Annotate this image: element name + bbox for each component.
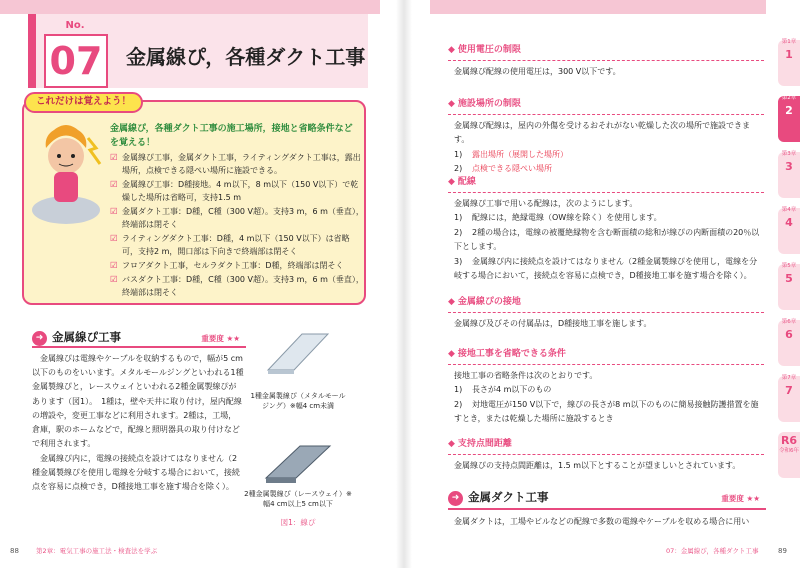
diamond-icon: ◆ <box>448 349 455 359</box>
type1-raceway-figure <box>262 330 334 376</box>
memo-list <box>110 152 364 300</box>
body-paragraph-highlight: 金属線ぴ内に，電線の接続点を設けてはなりません（2種金属製線ぴを使用し電線を分岐する場合において，接続点を容易に点検でき，D種接地工事を施す場合を除く）。 <box>32 453 240 492</box>
chapter-tab-2[interactable]: 第2章 2 <box>778 96 800 142</box>
subsection-heading: ◆ 金属線ぴの接地 <box>448 296 764 313</box>
diamond-icon: ◆ <box>448 177 455 187</box>
right-top-band <box>430 0 766 14</box>
importance: 重要度 ★★ <box>721 494 760 503</box>
page-title: 金属線ぴ，各種ダクト工事 <box>126 45 366 69</box>
left-running-footer: 第2章：電気工事の施工法・検査法を学ぶ <box>36 547 158 555</box>
list-item: 点検できる隠ぺい場所 <box>472 164 552 174</box>
memo-tag: これだけは覚えよう！ <box>24 92 143 113</box>
subsection-body: 金属線ぴ配線の使用電圧は，300 V以下です。 <box>454 66 621 76</box>
right-running-footer: 07：金属線ぴ，各種ダクト工事 <box>666 547 759 555</box>
section-body: 金属ダクトは，工場やビルなどの配線で多数の電線やケーブルを収める場合に用い <box>454 517 750 526</box>
figure-caption-2: 2種金属製線ぴ（レースウェイ）※幅4 cm以上5 cm以下 <box>244 490 352 508</box>
memo-item: ☑ 金属線ぴ工事：D種接地。4 m以下，8 m以下（150 V以下）で乾燥した場所は省略可，支持1.5 m <box>110 179 364 205</box>
subsection-body: 金属線ぴ工事で用いる配線は，次のようにします。 <box>454 198 638 208</box>
subsection-omission: ◆ 接地工事を省略できる条件 接地工事の省略条件は次のとおりです。 1) 長さが4 m以下のもの 2) 対地電圧が150 V以下で，線ぴの長さが8 m以下のものに簡易接触防護措置を施すとき，または乾燥した場所に施設するとき <box>448 348 764 427</box>
list-item: 2種の場合は，電線の被覆絶縁物を含む断面積の総和が線ぴの内断面積の20％以下とします。 <box>454 227 760 252</box>
chapter-tab-7[interactable]: 第7章 7 <box>778 376 800 422</box>
importance: 重要度 ★★ <box>201 334 240 343</box>
subsection-heading: ◆ 接地工事を省略できる条件 <box>448 348 764 365</box>
type2-raceway-figure <box>262 442 334 484</box>
section-title: 金属線ぴ工事 <box>52 330 121 344</box>
memo-item: ☑ 金属線ぴ工事，金属ダクト工事，ライティングダクト工事は，露出場所，点検できる隠ぺい場所に施設できる。 <box>110 152 364 178</box>
chapter-tab-3[interactable]: 第3章 3 <box>778 152 800 198</box>
body-paragraph: 金属線ぴは電線やケーブルを収納するもので，幅が5 cm以下のものをいいます。メタルモールジングといわれる1種金属製線ぴと，レースウェイといわれる2種金属製線ぴがあります（図1）。 1種は，壁や天井に取り付け，屋内配線の増設や，変更工事などに利用されます。2種は，工場，倉庫，駅のホームなどで，配線と照明器具の取り付けなどで利用されます。 <box>32 354 244 449</box>
diamond-icon: ◆ <box>448 297 455 307</box>
subsection-voltage <box>448 44 764 79</box>
list-item: 長さが4 m以下のもの <box>472 385 552 395</box>
chapter-tab-r6[interactable]: R6 令和6年 <box>778 432 800 478</box>
memo-item: ☑ バスダクト工事：D種，C種（300 V超）。支持3 m，6 m（垂直），終端部は閉そく <box>110 274 364 300</box>
subsection-grounding <box>448 296 764 331</box>
arrow-icon: ➜ <box>448 491 463 506</box>
top-band <box>0 0 380 14</box>
arrow-icon: ➜ <box>32 331 47 346</box>
list-item: 金属線ぴ内に接続点を設けてはなりません（2種金属製線ぴを使用し，電線を分岐する場合において，接続点を容易に点検でき，D種接地工事を施す場合を除く）。 <box>454 256 758 280</box>
diamond-icon: ◆ <box>448 45 455 55</box>
list-item: 対地電圧が150 V以下で，線ぴの長さが8 m以下のものに簡易接触防護措置を施すとき，または乾燥した場所に施設するとき <box>454 399 759 424</box>
section-number: 07 <box>44 34 108 88</box>
section-heading <box>32 330 246 348</box>
subsection-body: 接地工事の省略条件は次のとおりです。 <box>454 370 598 380</box>
subsection-wiring: ◆ 配線 金属線ぴ工事で用いる配線は，次のようにします。 1) 配線には，絶縁電線（OW線を除く）を使用します。 2) 2種の場合は，電線の被覆絶縁物を含む断面積の総和が線ぴの内断面積の20％以下とします。 3) 金属線ぴ内に接続点を設けてはなりません（2種金属製線ぴを使用し，電線を分岐する場合において，接続点を容易に点検でき，D種接地工事を施す場合を除く）。 <box>448 176 764 283</box>
section-body <box>32 352 244 494</box>
subsection-body: 金属線ぴ及びその付属品は，D種接地工事を施します。 <box>454 318 652 328</box>
memo-item: ☑ フロアダクト工事，セルラダクト工事：D種，終端部は閉そく <box>110 260 364 273</box>
subsection-heading: ◆ 施設場所の制限 <box>448 98 764 115</box>
chapter-tab-6[interactable]: 第6章 6 <box>778 320 800 366</box>
list-item: 露出場所（展開した場所） <box>472 149 568 159</box>
memo-intro: 金属線ぴ，各種ダクト工事の施工場所，接地と省略条件などを覚える！ <box>110 124 353 149</box>
subsection-heading: ◆ 支持点間距離 <box>448 438 764 455</box>
chapter-tab-5[interactable]: 第5章 5 <box>778 264 800 310</box>
section-heading-duct <box>448 490 766 510</box>
number-label: No. <box>65 20 85 31</box>
subsection-heading: ◆ 配線 <box>448 176 764 193</box>
memo-item: ☑ ライティングダクト工事：D種，4 m以下（150 V以下）は省略可，支持2 m，開口部は下向きで終端部は閉そく <box>110 233 364 259</box>
subsection-support-distance <box>448 438 764 473</box>
diamond-icon: ◆ <box>448 439 455 449</box>
subsection-body: 金属線ぴの支持点間距離は，1.5 m以下とすることが望ましいとされています。 <box>454 460 741 470</box>
subsection-heading: ◆ 使用電圧の制限 <box>448 44 764 61</box>
subsection-body: 金属線ぴ配線は，屋内の外傷を受けるおそれがない乾燥した次の場所で施設できます。 <box>454 120 750 145</box>
section-title: 金属ダクト工事 <box>468 490 549 504</box>
section-header <box>28 14 368 88</box>
page-gutter <box>396 0 412 568</box>
chapter-tab-1[interactable]: 第1章 1 <box>778 40 800 86</box>
right-page-number: 89 <box>778 547 787 555</box>
left-page-number: 88 <box>10 547 19 555</box>
subsection-location: ◆ 施設場所の制限 金属線ぴ配線は，屋内の外傷を受けるおそれがない乾燥した次の場所で施設できます。 1) 露出場所（展開した場所） 2) 点検できる隠ぺい場所 <box>448 98 764 177</box>
mascot-illustration <box>28 118 104 228</box>
figure-caption-1: 1種金属製線ぴ（メタルモールジング）※幅4 cm未満 <box>250 392 346 410</box>
memo-item: ☑ 金属ダクト工事：D種，C種（300 V超）。支持3 m，6 m（垂直），終端部は閉そく <box>110 206 364 232</box>
list-item: 配線には，絶縁電線（OW線を除く）を使用します。 <box>472 213 662 223</box>
chapter-tab-4[interactable]: 第4章 4 <box>778 208 800 254</box>
diamond-icon: ◆ <box>448 99 455 109</box>
figure-number: 図1：線ぴ <box>280 518 316 527</box>
